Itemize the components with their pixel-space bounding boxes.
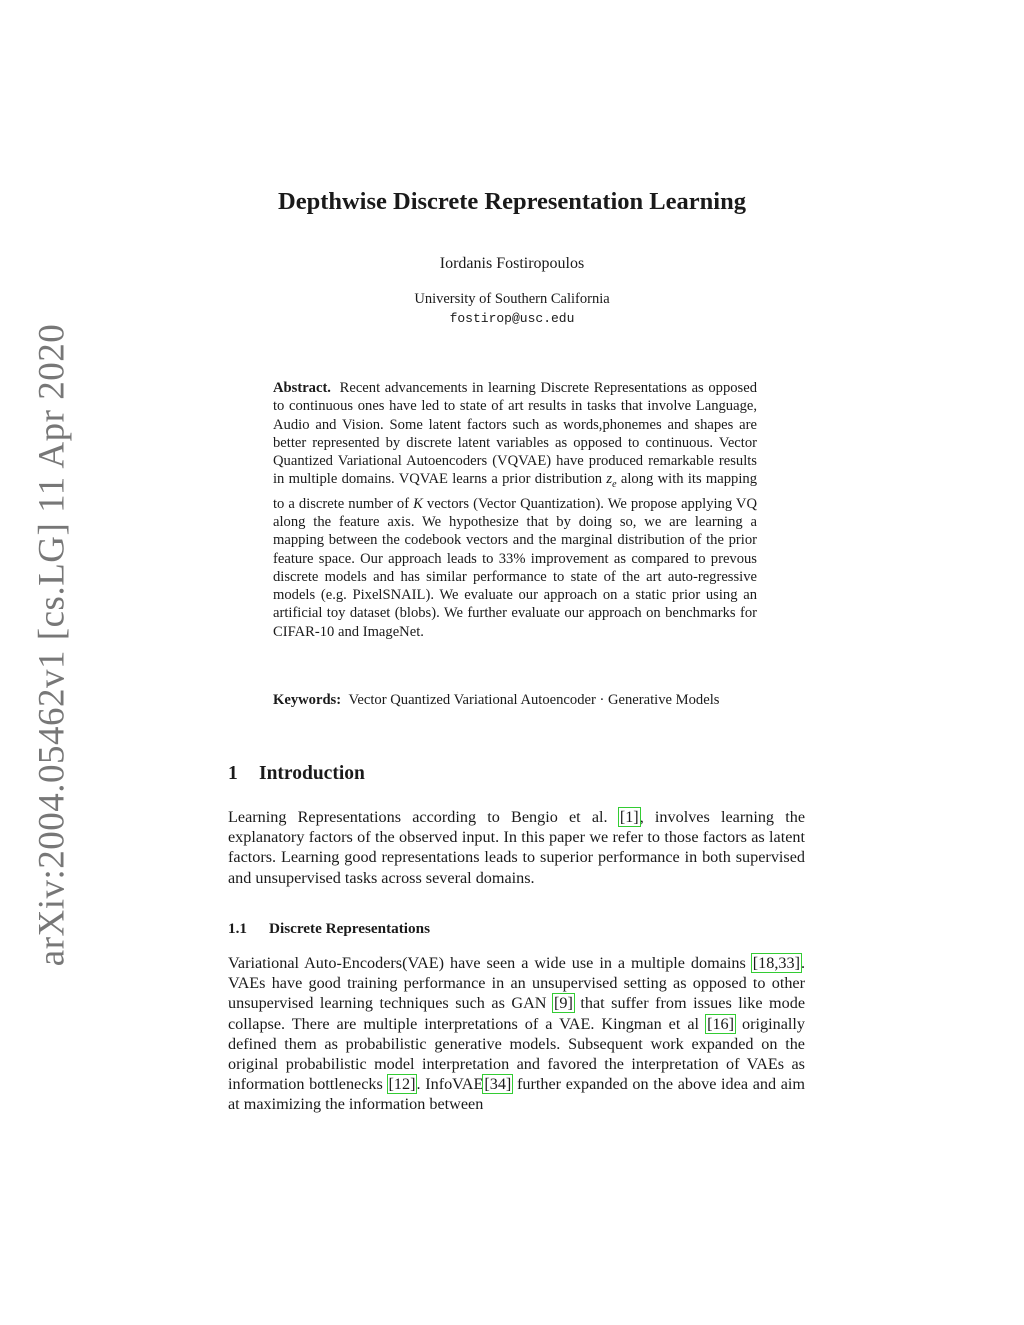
dr-text-b: . VAEs have good training performance in an unsupervised setting as opposed to other unsupervised learning techniques such as GAN: [228, 954, 806, 1013]
discrete-representations-paragraph: [228, 953, 805, 1115]
abstract-text-part1: Recent advancements in learning Discrete Representations as opposed to continuous ones have led to state of art results in tasks that involve Language, Audio and Vision. Some latent factors such as words,phonemes and shapes are better represented by discrete latent variables as opposed to continuous. Vector Quantized Variational Autoencoders (VQVAE) have produced remarkable results in multiple domains. VQVAE learns a prior distribution: [273, 380, 757, 488]
subsection-title: Discrete Representations: [269, 920, 430, 937]
subsection-heading-discrete-representations: [228, 920, 430, 938]
citation-link-16[interactable]: [16]: [707, 1014, 735, 1033]
citation-link-34[interactable]: [34]: [484, 1075, 512, 1094]
subsection-number: 1.1: [228, 920, 247, 937]
author-email[interactable]: fostirop@usc.edu: [449, 311, 575, 326]
section-title: Introduction: [259, 763, 365, 784]
abstract-text-part3: vectors (Vector Quantization). We propose applying VQ along the feature axis. We hypothesize that by doing so, we are learning a mapping between the codebook vectors and the marginal distribution of the prior feature space. Our approach leads to 33% improvement as compared to prevous discrete models and has similar performance to state of the art auto-regressive models (e.g. PixelSNAIL). We evaluate our approach on a static prior using an artificial toy dataset (blobs). We further evaluate our approach on benchmarks for CIFAR-10 and ImageNet.: [273, 495, 757, 640]
keywords: [273, 691, 763, 709]
citation-link-18-33[interactable]: [18,33]: [752, 954, 800, 972]
abstract: [273, 379, 757, 641]
paper-title: Depthwise Discrete Representation Learning: [278, 188, 746, 215]
abstract-label: Abstract.: [273, 380, 331, 396]
math-z: [606, 471, 617, 491]
keywords-label: Keywords:: [273, 692, 342, 708]
citation-link-12[interactable]: [12]: [388, 1075, 416, 1094]
arxiv-identifier-stamp: arXiv:2004.05462v1 [cs.LG] 11 Apr 2020: [31, 323, 73, 967]
intro-text-a: Learning Representations according to Bengio et al.: [228, 808, 608, 826]
citation-link-9[interactable]: [9]: [553, 994, 573, 1013]
dr-text-a: Variational Auto-Encoders(VAE) have seen a wide use in a multiple domains: [228, 954, 746, 972]
section-number: 1: [228, 763, 238, 784]
intro-paragraph: [228, 807, 805, 888]
author-affiliation: University of Southern California: [414, 291, 610, 307]
abstract-text-part2: along with its mapping to a discrete number of: [273, 471, 758, 512]
math-k: K: [413, 495, 423, 512]
intro-text-b: , involves learning the explanatory factors of the observed input. In this paper we refer to those factors as latent factors. Learning good representations leads to superior performance in both supervised and unsupervised tasks across several domains.: [228, 808, 806, 887]
math-z-subscript: e: [612, 479, 617, 491]
dr-text-f: further expanded on the above idea and aim at maximizing the information between: [228, 1075, 806, 1114]
keywords-text: Vector Quantized Variational Autoencoder · Generative Models: [348, 692, 720, 708]
dr-text-d: originally defined them as probabilistic generative models. Subsequent work expanded on the original probabilistic model interpretation and favored the interpretation of VAEs as information bottlenecks: [228, 1014, 805, 1094]
section-heading-introduction: [228, 763, 365, 785]
citation-link-1[interactable]: [1]: [619, 808, 639, 826]
dr-text-e: . InfoVAE: [416, 1075, 484, 1094]
dr-text-c: that suffer from issues like mode collapse. There are multiple interpretations of a VAE. Kingman et al: [228, 994, 806, 1033]
math-z-symbol: z: [606, 471, 613, 488]
author-name: Iordanis Fostiropoulos: [439, 255, 585, 272]
